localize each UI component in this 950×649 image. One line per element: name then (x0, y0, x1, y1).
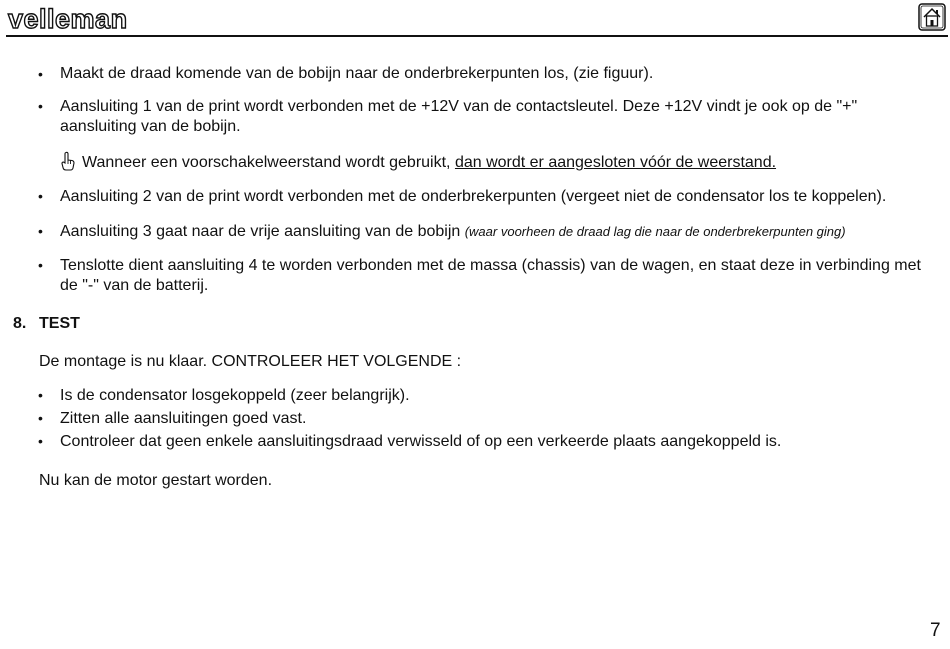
list-item: Maakt de draad komende van de bobijn naar de onderbrekerpunten los, (zie figuur). (60, 65, 654, 82)
list-item: Tenslotte dient aansluiting 4 te worden verbonden met de massa (chassis) van de wagen, en staat deze in verbinding met de "-" van de batterij. (60, 257, 921, 294)
page-header (0, 0, 950, 38)
list-item: Aansluiting 2 van de print wordt verbonden met de onderbrekerpunten (vergeet niet de condensator los te koppelen). (60, 188, 887, 205)
bullet-marker: • (38, 98, 43, 114)
note-lead: Wanneer een voorschakelweerstand wordt gebruikt, (82, 154, 455, 171)
bullet-marker: • (38, 410, 43, 426)
bullet-marker: • (38, 188, 43, 204)
house-icon[interactable] (918, 3, 946, 31)
checklist-item: Is de condensator losgekoppeld (zeer belangrijk). (60, 387, 410, 404)
checklist-item: Controleer dat geen enkele aansluitingsdraad verwisseld of op een verkeerde plaats aangekoppeld is. (60, 433, 782, 450)
velleman-logo (6, 4, 142, 34)
checklist-item: Zitten alle aansluitingen goed vast. (60, 410, 307, 427)
bullet-marker: • (38, 223, 43, 239)
closing-text: Nu kan de motor gestart worden. (39, 472, 273, 489)
list-item-aside: (waar voorheen de draad lag die naar de onderbrekerpunten ging) (464, 224, 846, 239)
list-item: Aansluiting 1 van de print wordt verbonden met de +12V van de contactsleutel. Deze +12V vindt je ook op de "+" aansluiting van de bobijn. (60, 98, 858, 135)
list-item-main: Aansluiting 3 gaat naar de vrije aansluiting van de bobijn (60, 223, 465, 240)
velleman-logo-text: velleman (8, 4, 128, 34)
note-emphasis: dan wordt er aangesloten vóór de weerstand. (454, 154, 777, 171)
header-divider (6, 35, 948, 37)
list-item (60, 222, 846, 242)
note-text (82, 153, 776, 173)
bullet-marker: • (38, 433, 43, 449)
page-number: 7 (930, 620, 941, 641)
section-title: TEST (39, 315, 80, 332)
section-intro: De montage is nu klaar. CONTROLEER HET VOLGENDE : (39, 353, 462, 370)
section-number: 8. (13, 315, 27, 332)
bullet-marker: • (38, 387, 43, 403)
pointing-hand-icon (60, 151, 76, 171)
bullet-marker: • (38, 66, 43, 82)
bullet-marker: • (38, 257, 43, 273)
